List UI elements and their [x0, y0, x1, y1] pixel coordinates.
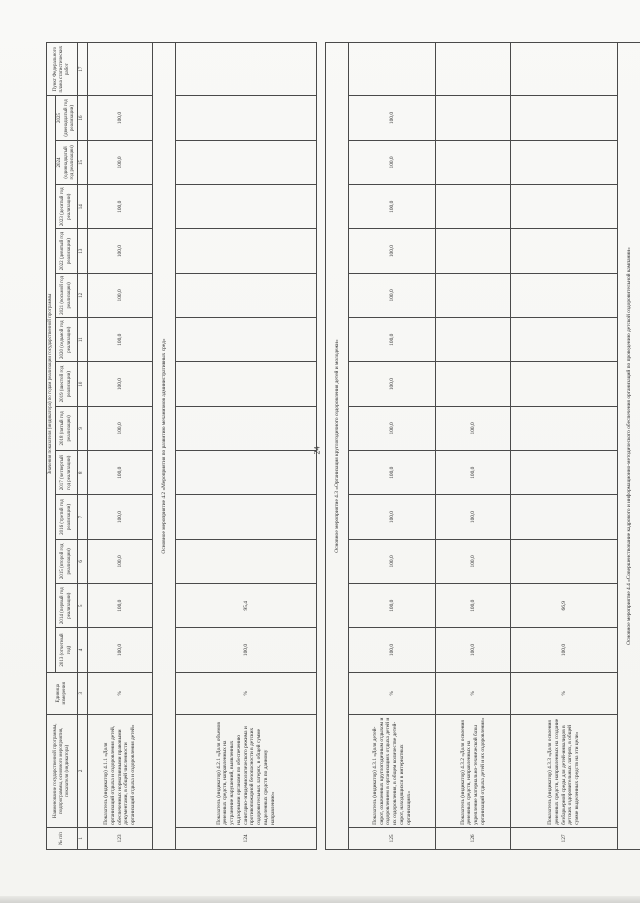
header-unit: Единица измерения	[47, 672, 78, 714]
value-cell: 100,0	[349, 584, 436, 628]
unit-cell: %	[349, 672, 436, 714]
column-number: 6	[78, 539, 88, 583]
spacer-cell	[317, 43, 326, 850]
section-row	[326, 43, 349, 850]
header-year: 2017 (четвертый год реализации)	[56, 451, 78, 495]
value-cell: 100,0	[436, 406, 511, 450]
plan-cell	[176, 43, 317, 96]
spacer-row	[317, 43, 326, 850]
value-cell: 100,0	[349, 96, 436, 141]
value-cell: 100,0	[88, 406, 153, 450]
value-cell: 100,0	[349, 229, 436, 273]
indicator-name: Показатель (индикатор) 4.2.1 «Доля объемов денежных средств, направленных на устранение нарушений, выявленных надзорными органами по обеспечению санитарно-эпидемиологического режима и противопожарной безопасности в детских оздоровительных лагерях, в общей сумме выделенных средств по данному направлению»	[176, 714, 317, 827]
value-cell: 100,0	[176, 628, 317, 672]
table-row	[176, 43, 317, 850]
value-cell: 100,0	[436, 539, 511, 583]
header-year: 2021 (восьмой год реализации)	[56, 273, 78, 317]
value-cell: 100,0	[349, 273, 436, 317]
value-cell	[176, 273, 317, 317]
header-year: 2016 (третий год реализации)	[56, 495, 78, 539]
value-cell: 100,0	[88, 140, 153, 184]
column-number: 16	[78, 96, 88, 141]
scanner-edge	[0, 896, 640, 903]
column-number: 8	[78, 451, 88, 495]
value-cell	[176, 96, 317, 141]
value-cell: 100,0	[88, 318, 153, 362]
value-cell: 100,0	[349, 318, 436, 362]
value-cell: 100,0	[436, 584, 511, 628]
indicator-name: Показатель (индикатор) 4.3.1 «Доля детей-сирот, охваченных круглогодичным отдыхом и оздоровлением в организациях отдыха детей и их оздоровления, в общем количестве детей-сирот, находящихся в интернатных организациях»	[349, 714, 436, 827]
section-title: Основное мероприятие 4.3 «Организация круглогодичного оздоровления детей и молодежи»	[326, 43, 349, 850]
value-cell: 100,0	[88, 185, 153, 229]
section-title: Основное мероприятие 4.4 «Совершенствование кадрового и информационно-методического обеспечения организаций по проведению детской оздоровительной кампании»	[618, 43, 640, 850]
value-cell: 100,0	[349, 451, 436, 495]
value-cell: 100,0	[88, 96, 153, 141]
value-cell	[511, 451, 618, 495]
value-cell	[511, 539, 618, 583]
table-body	[78, 43, 640, 850]
column-number: 9	[78, 406, 88, 450]
plan-cell	[436, 43, 511, 96]
plan-cell	[88, 43, 153, 96]
table-row	[88, 43, 153, 850]
unit-cell: %	[88, 672, 153, 714]
value-cell	[511, 406, 618, 450]
value-cell	[511, 229, 618, 273]
column-number: 4	[78, 628, 88, 672]
header-year: 2013 (отчетный год)	[56, 628, 78, 672]
value-cell	[511, 140, 618, 184]
value-cell	[176, 451, 317, 495]
header-year: 2018 (пятый год реализации)	[56, 406, 78, 450]
unit-cell: %	[511, 672, 618, 714]
header-values-group: Значения показателя (индикатора) по годам реализации государственной программы	[47, 96, 56, 672]
value-cell: 100,0	[88, 584, 153, 628]
indicator-name: Показатель (индикатор) 4.3.3 «Доля освоения денежных средств, направленных на создание безбарьерной среды для детей-инвалидов в детских оздоровительных лагерях, в общей сумме выделенных средств на эти цели»	[511, 714, 618, 827]
value-cell: 100,0	[88, 451, 153, 495]
row-number: 123	[88, 827, 153, 849]
header-name: Наименование государственной программы, подпрограммы, основного мероприятия, показателя (индикатора)	[47, 714, 78, 827]
value-cell: 100,0	[511, 628, 618, 672]
value-cell: 100,0	[88, 628, 153, 672]
value-cell: 100,0	[88, 539, 153, 583]
header-year: 2014 (первый год реализации)	[56, 584, 78, 628]
value-cell	[176, 362, 317, 406]
value-cell	[436, 185, 511, 229]
column-number-row	[78, 43, 88, 850]
header-no: № п/п	[47, 827, 78, 849]
value-cell: 100,0	[349, 406, 436, 450]
plan-cell	[511, 43, 618, 96]
value-cell	[176, 185, 317, 229]
section-title: Основное мероприятие 4.2 «Мероприятия по развитию механизмов административных сред»	[153, 43, 176, 850]
value-cell: 100,0	[88, 273, 153, 317]
plan-cell	[349, 43, 436, 96]
row-number: 126	[436, 827, 511, 849]
column-number: 5	[78, 584, 88, 628]
value-cell	[176, 495, 317, 539]
value-cell	[176, 318, 317, 362]
value-cell	[176, 140, 317, 184]
column-number: 12	[78, 273, 88, 317]
row-number: 124	[176, 827, 317, 849]
column-number: 7	[78, 495, 88, 539]
header-year: 2024 (одиннадцатый год реализации)	[56, 140, 78, 184]
section-row	[618, 43, 640, 850]
value-cell	[511, 273, 618, 317]
header-year: 2023 (десятый год реализации)	[56, 185, 78, 229]
column-number: 3	[78, 672, 88, 714]
value-cell: 100,0	[436, 628, 511, 672]
header-year: 2019 (шестой год реализации)	[56, 362, 78, 406]
value-cell: 100,0	[349, 362, 436, 406]
column-number: 14	[78, 185, 88, 229]
value-cell	[511, 185, 618, 229]
value-cell: 100,0	[349, 628, 436, 672]
value-cell	[436, 362, 511, 406]
value-cell	[436, 273, 511, 317]
value-cell: 100,0	[88, 362, 153, 406]
value-cell	[436, 96, 511, 141]
row-number: 127	[511, 827, 618, 849]
header-year: 2022 (девятый год реализации)	[56, 229, 78, 273]
table-row	[349, 43, 436, 850]
column-number: 1	[78, 827, 88, 849]
value-cell: 100,0	[349, 140, 436, 184]
value-cell	[511, 495, 618, 539]
column-number: 17	[78, 43, 88, 96]
indicator-name: Показатель (индикатор) 4.3.2 «Доля освоения денежных средств, направленных на укрепление материально-технической базы организаций отдыха детей и их оздоровления»	[436, 714, 511, 827]
indicator-name: Показатель (индикатор) 4.1.1 «Доля организаций отдыха и оздоровления детей, обеспеченных нормативными правовыми документами, в общей численности организаций отдыха и оздоровления детей»	[88, 714, 153, 827]
unit-cell: %	[436, 672, 511, 714]
value-cell	[511, 318, 618, 362]
indicators-table	[46, 42, 640, 850]
column-number: 13	[78, 229, 88, 273]
column-number: 15	[78, 140, 88, 184]
value-cell: 100,0	[349, 495, 436, 539]
row-number: 125	[349, 827, 436, 849]
value-cell	[436, 140, 511, 184]
rotated-table-container	[46, 42, 632, 850]
value-cell	[176, 229, 317, 273]
column-number: 10	[78, 362, 88, 406]
value-cell: 100,0	[349, 539, 436, 583]
value-cell	[511, 362, 618, 406]
page-number: 24	[312, 446, 322, 455]
value-cell: 95,4	[176, 584, 317, 628]
section-row	[153, 43, 176, 850]
table-row	[511, 43, 618, 850]
header-year: 2015 (второй год реализации)	[56, 539, 78, 583]
value-cell	[176, 539, 317, 583]
column-number: 11	[78, 318, 88, 362]
value-cell	[436, 229, 511, 273]
header-year: 2020 (седьмой год реализации)	[56, 318, 78, 362]
value-cell: 100,0	[88, 495, 153, 539]
column-number: 2	[78, 714, 88, 827]
header-year: 2025 (двенадцатый год реализации)	[56, 96, 78, 141]
value-cell: 100,0	[88, 229, 153, 273]
unit-cell: %	[176, 672, 317, 714]
value-cell: 100,0	[436, 495, 511, 539]
value-cell: 100,0	[436, 451, 511, 495]
value-cell	[176, 406, 317, 450]
header-plan: Пункт Федерального плана статистических работ	[47, 43, 78, 96]
value-cell	[436, 318, 511, 362]
value-cell: 100,0	[349, 185, 436, 229]
value-cell	[511, 96, 618, 141]
table-row	[436, 43, 511, 850]
value-cell: 66,9	[511, 584, 618, 628]
